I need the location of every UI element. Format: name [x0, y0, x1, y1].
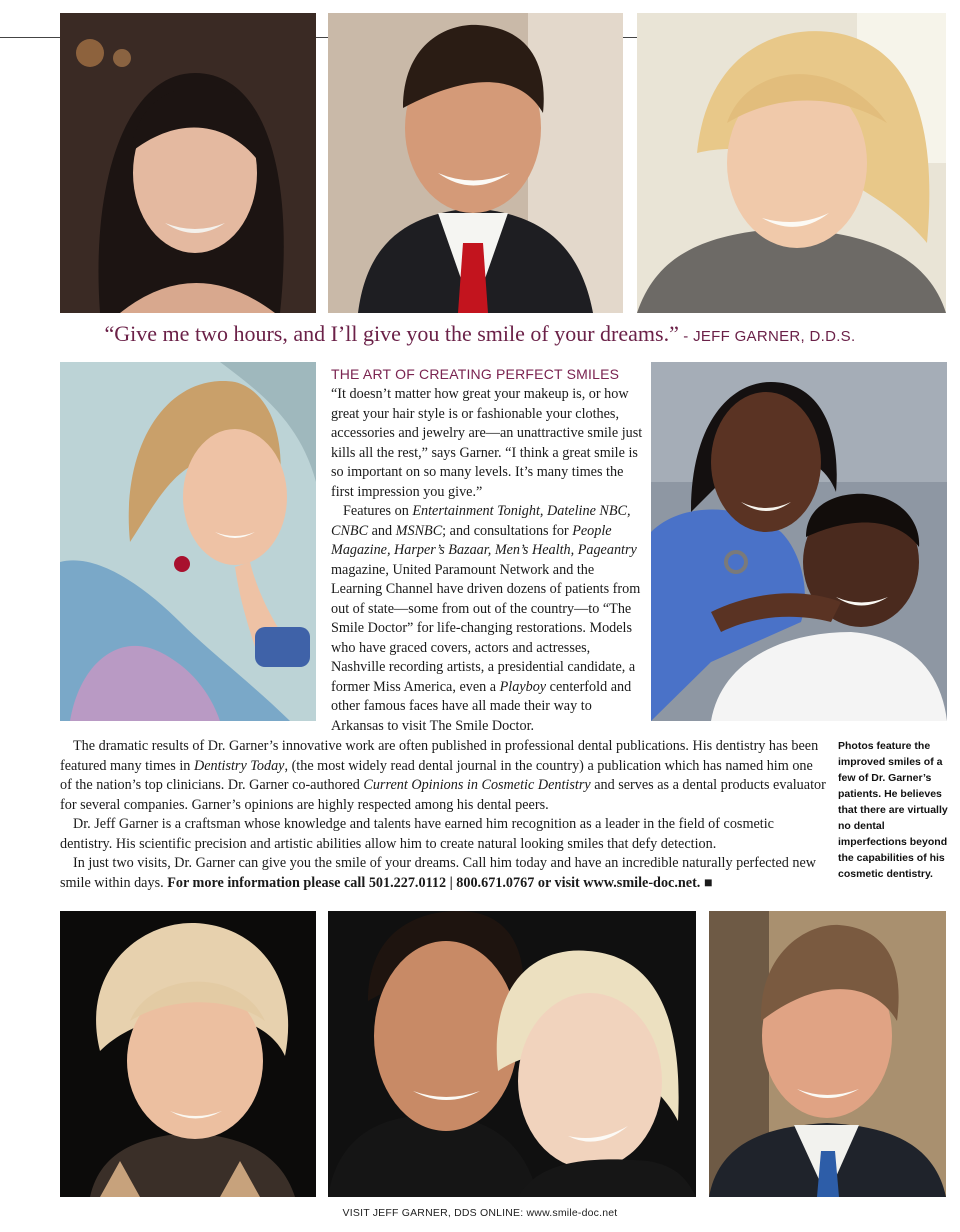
photo-couple: [651, 362, 947, 721]
photo-blonde-woman: [637, 13, 946, 313]
article-body: [60, 737, 828, 893]
top-rule-mid-2: [623, 37, 637, 38]
photo-couple-close: [328, 911, 696, 1197]
quote-text: “Give me two hours, and I’ll give you the smile of your dreams.”: [104, 321, 679, 346]
footer-website: VISIT JEFF GARNER, DDS ONLINE: www.smile-doc.net: [342, 1207, 618, 1219]
article-paragraph-5: In just two visits, Dr. Garner can give you the smile of your dreams. Call him today and have an incredible naturally perfected new smile within days. For more information please call 501.227.0112 | 800.671.0767 or visit www.smile-doc.net. ■: [60, 855, 817, 891]
article-paragraph-2: Features on Entertainment Tonight, Dateline NBC, CNBC and MSNBC; and consultations for People Magazine, Harper’s Bazaar, Men’s Health, Pageantry magazine, United Paramount Network and the Learning Channel have driven dozens of patients from out of state—some from out of the country—to “The Smile Doctor” for life-changing restorations. Models who have graced covers, actors and actresses, Nashville recording artists, a presidential candidate, a former Miss America, even a Playboy centerfold and other famous faces have all made their way to Arkansas to visit The Smile Doctor.: [331, 503, 641, 734]
photo-caption: Photos feature the improved smiles of a few of Dr. Garner’s patients. He believes that there are virtually no dental imperfections beyond the capabilities of his cosmetic dentistry.: [838, 740, 948, 880]
article-paragraph-1: “It doesn’t matter how great your makeup is, or how great your hair style is or fashionable your clothes, accessories and jewelry are—an unattractive smile just kills all the rest,” says Garner. “I think a great smile is so important on so many levels. It’s many times the first impression you give.”: [331, 386, 643, 500]
photo-blonde-model-jewelry: [60, 362, 316, 721]
top-rule-mid-1: [316, 37, 328, 38]
photo-man-suit: [328, 13, 623, 313]
photo-brunette-woman: [60, 13, 316, 313]
article-heading: THE ART OF CREATING PERFECT SMILES: [331, 366, 620, 382]
quote-attribution: - JEFF GARNER, D.D.S.: [678, 328, 856, 345]
article-column: [331, 385, 643, 736]
pull-quote: [0, 321, 960, 347]
top-rule-left: [0, 37, 60, 38]
photo-older-man: [709, 911, 946, 1197]
photo-older-woman: [60, 911, 316, 1197]
article-paragraph-4: Dr. Jeff Garner is a craftsman whose knowledge and talents have earned him recognition as a leader in the field of cosmetic dentistry. His scientific precision and artistic abilities allow him to create natural looking smiles that defy detection.: [60, 816, 774, 852]
article-paragraph-3: The dramatic results of Dr. Garner’s innovative work are often published in professional dental publications. His dentistry has been featured many times in Dentistry Today, (the most widely read dental journal in the country) a publication which has named him one of the nation’s top clinicians. Dr. Garner co-authored Current Opinions in Cosmetic Dentistry and serves as a dental products evaluator for several companies. Garner’s opinions are highly respected among his dental peers.: [60, 738, 826, 813]
